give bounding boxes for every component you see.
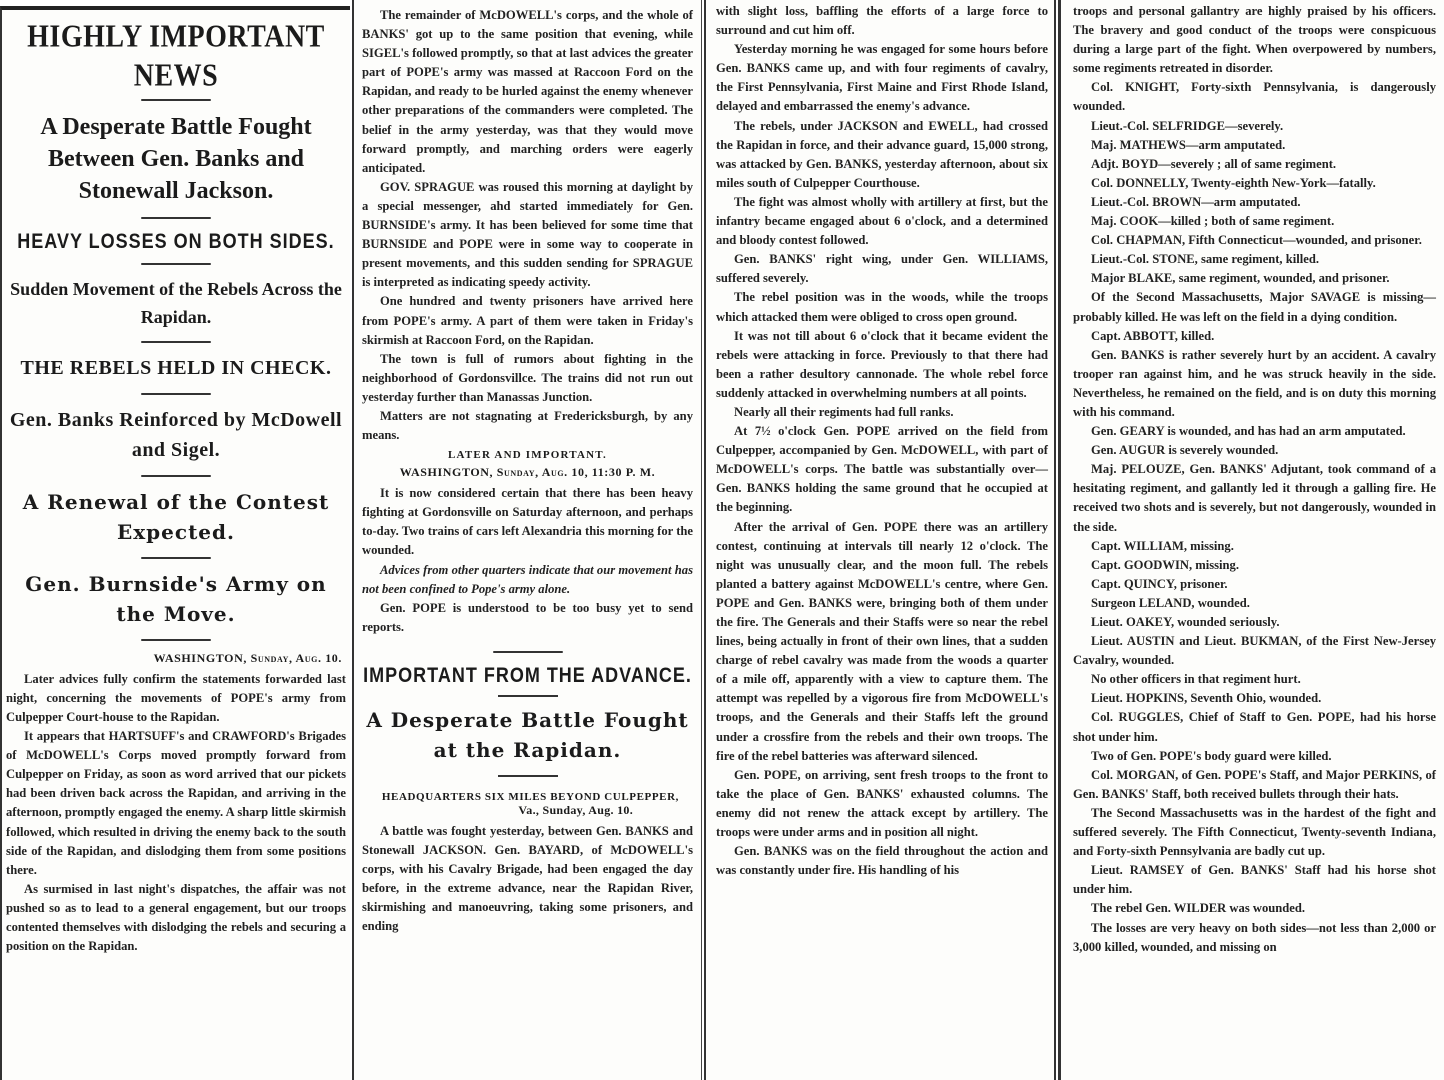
divider-rule	[141, 341, 211, 343]
dateline: WASHINGTON, Sunday, Aug. 10.	[153, 650, 342, 665]
divider-rule	[141, 99, 211, 101]
deck-heavy-losses: HEAVY LOSSES ON BOTH SIDES.	[17, 229, 335, 254]
casualty-item: No other officers in that regiment hurt.	[1091, 672, 1301, 687]
casualty-item: Lieut. HOPKINS, Seventh Ohio, wounded.	[1091, 691, 1322, 706]
casualty-item: Two of Gen. POPE's body guard were killed.	[1091, 748, 1332, 763]
deck-banks-reinforced: Gen. Banks Reinforced by McDowell and Sigel.	[9, 408, 343, 461]
article-paragraph: The rebels, under JACKSON and EWELL, had crossed the Rapidan in force, and their advance guard, 15,000 strong, was attacked by Gen. BANKS, yesterday afternoon, about six miles south of Culpepper Courthouse.	[716, 118, 1048, 190]
article-paragraph: Gen. BANKS' right wing, under Gen. WILLIAMS, suffered severely.	[716, 252, 1048, 286]
article-paragraph: The remainder of McDOWELL's corps, and the whole of BANKS' got up to the same position that evening, while SIGEL's followed promptly, so that at last advices the greater part of POPE's army was massed at Raccoon Ford on the Rapidan, and ready to be hurled against the enemy whenever other preparations of the commanders were completed. The belief in the army yesterday, was that they would move forward promptly, and marching orders were eagerly anticipated.	[362, 8, 693, 175]
column-2	[352, 0, 702, 1080]
article-paragraph: Nearly all their regiments had full ranks.	[734, 404, 954, 419]
casualty-item: Lieut. RAMSEY of Gen. BANKS' Staff had his horse shot under him.	[1073, 863, 1436, 897]
later-dateline: WASHINGTON, Sunday, Aug. 10, 11:30 P. M.	[399, 465, 656, 480]
article-paragraph: It appears that HARTSUFF's and CRAWFORD's Brigades of McDOWELL's Corps moved promptly forward from Culpepper on Friday, as soon as word arrived that our pickets had been driven back across the Rapidan, and arriving in the afternoon, promptly engaged the enemy. A sharp little skirmish followed, which resulted in driving the enemy back to the south side of the Rapidan, and dislodging them from some positions there.	[6, 729, 346, 877]
deck-renewal-expected: A Renewal of the Contest Expected.	[22, 489, 330, 544]
deck-desperate-battle: A Desperate Battle Fought Between Gen. Banks and Stonewall Jackson.	[40, 114, 312, 205]
casualty-item: Maj. COOK—killed ; both of same regiment.	[1091, 214, 1335, 229]
casualty-item: Capt. QUINCY, prisoner.	[1091, 576, 1228, 591]
section-deck: A Desperate Battle Fought at the Rapidan.	[366, 707, 689, 762]
casualty-item: Col. DONNELLY, Twenty-eighth New-York—fatally.	[1091, 175, 1376, 190]
casualty-item: Lieut.-Col. BROWN—arm amputated.	[1091, 194, 1301, 209]
article-paragraph: Matters are not stagnating at Fredericksburgh, by any means.	[362, 408, 693, 443]
column-4	[1058, 0, 1444, 1080]
article-paragraph: Of the Second Massachusetts, Major SAVAGE is missing—probably killed. He was left on the field in a dying condition.	[1073, 290, 1436, 324]
divider-rule	[141, 217, 211, 219]
article-paragraph: Maj. PELOUZE, Gen. BANKS' Adjutant, took command of a hesitating regiment, and gallantly led it through a galling fire. He received two shots and is severely, but not dangerously, wounded in the side.	[1073, 462, 1436, 534]
casualty-item: The rebel Gen. WILDER was wounded.	[1091, 901, 1306, 916]
italic-paragraph: Advices from other quarters indicate that our movement has not been confined to Pope's army alone.	[362, 562, 693, 596]
divider-rule	[141, 639, 211, 641]
article-paragraph: Later advices fully confirm the statements forwarded last night, concerning the movements of POPE's army from Culpepper Court-house to the Rapidan.	[6, 671, 346, 724]
casualty-item: Maj. MATHEWS—arm amputated.	[1091, 137, 1286, 152]
casualty-item: Capt. GOODWIN, missing.	[1091, 557, 1239, 572]
article-paragraph: A battle was fought yesterday, between Gen. BANKS and Stonewall JACKSON. Gen. BAYARD, of McDOWELL's corps, with his Cavalry Brigade, had been engaged the day before, in the extreme advance, near the Rapidan River, skirmishing and manoeuvring, taking some prisoners, and ending	[362, 823, 693, 933]
article-paragraph: The losses are very heavy on both sides—not less than 2,000 or 3,000 killed, wounded, and missing on	[1073, 920, 1436, 954]
article-paragraph: At 7½ o'clock Gen. POPE arrived on the field from Culpepper, accompanied by Gen. McDOWELL, with part of McDOWELL's corps. The battle was substantially over—Gen. BANKS holding the same ground that he occupied at the beginning.	[716, 424, 1048, 515]
deck-sudden-movement: Sudden Movement of the Rebels Across the Rapidan.	[10, 278, 342, 327]
deck-burnside-army: Gen. Burnside's Army on the Move.	[25, 571, 327, 626]
article-paragraph: Gen. BANKS was on the field throughout the action and was constantly under fire. His handling of his	[716, 844, 1048, 878]
headline-main: HIGHLY IMPORTANT NEWS	[27, 19, 325, 94]
article-paragraph: The Second Massachusetts was in the hardest of the fight and suffered severely. The Fifth Connecticut, Twenty-seventh Indiana, and Forty-sixth Pennsylvania are badly cut up.	[1073, 805, 1436, 859]
divider-rule	[141, 557, 211, 559]
casualty-item: Capt. WILLIAM, missing.	[1091, 538, 1234, 553]
divider-rule	[141, 393, 211, 395]
divider-rule	[141, 263, 211, 265]
article-paragraph: Gen. BANKS is rather severely hurt by an accident. A cavalry trooper ran against him, and he was struck heavily in the side. Nevertheless, he remained on the field, and is on duty this morning with his command.	[1073, 347, 1436, 419]
article-paragraph: Gen. POPE is understood to be too busy yet to send reports.	[362, 600, 693, 634]
casualty-item: Col. CHAPMAN, Fifth Connecticut—wounded, and prisoner.	[1091, 233, 1422, 248]
casualty-item: Surgeon LELAND, wounded.	[1091, 595, 1250, 610]
casualty-item: Col. RUGGLES, Chief of Staff to Gen. POPE, had his horse shot under him.	[1073, 710, 1436, 744]
section-headline: IMPORTANT FROM THE ADVANCE.	[363, 662, 692, 687]
divider-rule	[493, 651, 563, 653]
casualty-item: Adjt. BOYD—severely ; all of same regiment.	[1091, 156, 1337, 171]
article-paragraph: GOV. SPRAGUE was roused this morning at daylight by a special messenger, ahd started immediately for Gen. BURNSIDE's army. It has been believed for some time that BURNSIDE and POPE were in some way to cooperate in present movements, and this sudden sending for SPRAGUE is interpreted as indicating speedy activity.	[362, 179, 693, 290]
hq-dateline-line2: Va., Sunday, Aug. 10.	[518, 802, 633, 817]
casualty-item: Lieut. AUSTIN and Lieut. BUKMAN, of the First New-Jersey Cavalry, wounded.	[1073, 634, 1436, 668]
casualty-item: Gen. AUGUR is severely wounded.	[1091, 443, 1279, 458]
article-paragraph: Col. MORGAN, of Gen. POPE's Staff, and Major PERKINS, of Gen. BANKS' Staff, both received bullets through their hats.	[1073, 767, 1436, 801]
article-paragraph: As surmised in last night's dispatches, the affair was not pushed so as to lead to a general engagement, but our troops contented themselves with dislodging the rebels and securing a position on the Rapidan.	[6, 881, 346, 954]
hq-dateline-line1: HEADQUARTERS SIX MILES BEYOND CULPEPPER,	[381, 790, 679, 803]
article-paragraph: The fight was almost wholly with artillery at first, but the infantry became engaged about 6 o'clock, and a determined and bloody contest followed.	[716, 194, 1048, 248]
column-3	[704, 0, 1056, 1080]
casualty-item: Major BLAKE, same regiment, wounded, and prisoner.	[1091, 271, 1390, 286]
article-paragraph: It was not till about 6 o'clock that it became evident the rebels were attacking in force. Previously to that there had been a rather desultory cannonade. The whole rebel force suddenly attacked in overwhelming numbers at all points.	[716, 328, 1048, 400]
later-heading: LATER AND IMPORTANT.	[448, 449, 607, 462]
deck-rebels-held: THE REBELS HELD IN CHECK.	[20, 356, 332, 379]
casualty-item: Lieut. OAKEY, wounded seriously.	[1091, 615, 1280, 629]
article-paragraph: One hundred and twenty prisoners have arrived here from POPE's army. A part of them were taken in Friday's skirmish at Raccoon Ford, on the Rapidan.	[362, 294, 693, 347]
article-paragraph: troops and personal gallantry are highly praised by his officers. The bravery and good conduct of the troops were conspicuous during a large part of the fight. When overpowered by numbers, some regiments retreated in disorder.	[1073, 4, 1436, 76]
divider-rule	[141, 475, 211, 477]
casualty-item: Col. KNIGHT, Forty-sixth Pennsylvania, is dangerously wounded.	[1073, 80, 1436, 114]
article-paragraph: Gen. POPE, on arriving, sent fresh troops to the front to take the place of Gen. BANKS' exhausted columns. The enemy did not renew the attack except by artillery. The troops were under arms and in position all night.	[716, 767, 1048, 840]
article-paragraph: The town is full of rumors about fighting in the neighborhood of Gordonsvillce. The trains did not run out yesterday further than Manassas Junction.	[362, 351, 693, 404]
divider-rule	[498, 695, 558, 697]
casualty-item: Lieut.-Col. SELFRIDGE—severely.	[1091, 118, 1284, 133]
article-paragraph: with slight loss, baffling the efforts of a large force to surround and cut him off.	[716, 4, 1048, 38]
divider-rule	[498, 775, 558, 777]
article-paragraph: Yesterday morning he was engaged for some hours before Gen. BANKS came up, and with four regiments of cavalry, the First Pennsylvania, First Maine and First Rhode Island, delayed and embarrassed the enemy's advance.	[716, 42, 1048, 114]
casualty-item: Lieut.-Col. STONE, same regiment, killed.	[1091, 252, 1319, 267]
casualty-item: Capt. ABBOTT, killed.	[1091, 328, 1215, 343]
article-paragraph: The rebel position was in the woods, while the troops which attacked them were obliged to cross open ground.	[716, 290, 1048, 324]
article-paragraph: After the arrival of Gen. POPE there was an artillery contest, continuing at intervals till nearly 12 o'clock. The night was unusually clear, and the moon full. The rebels planted a battery against McDOWELL's centre, where Gen. POPE and Gen. BANKS were, bringing both of them under the fire. The Generals and their Staffs were so near the rebel lines, being actually in front of their own lines, that a sudden charge of rebel cavalry was made from the woods a quarter of a mile off, apparently with a view to capture them. The attempt was repelled by a vigorous fire from McDOWELL's troops, and the Generals and their Staffs left the ground under a crossfire from the rebels and their own troops. The fire of the rebel batteries was afterward silenced.	[716, 519, 1048, 763]
article-paragraph: It is now considered certain that there has been heavy fighting at Gordonsville on Saturday afternoon, and perhaps to-day. Two trains of cars left Alexandria this morning for the wounded.	[362, 486, 693, 558]
column-1	[0, 6, 350, 1080]
casualty-item: Gen. GEARY is wounded, and has had an arm amputated.	[1091, 424, 1406, 439]
